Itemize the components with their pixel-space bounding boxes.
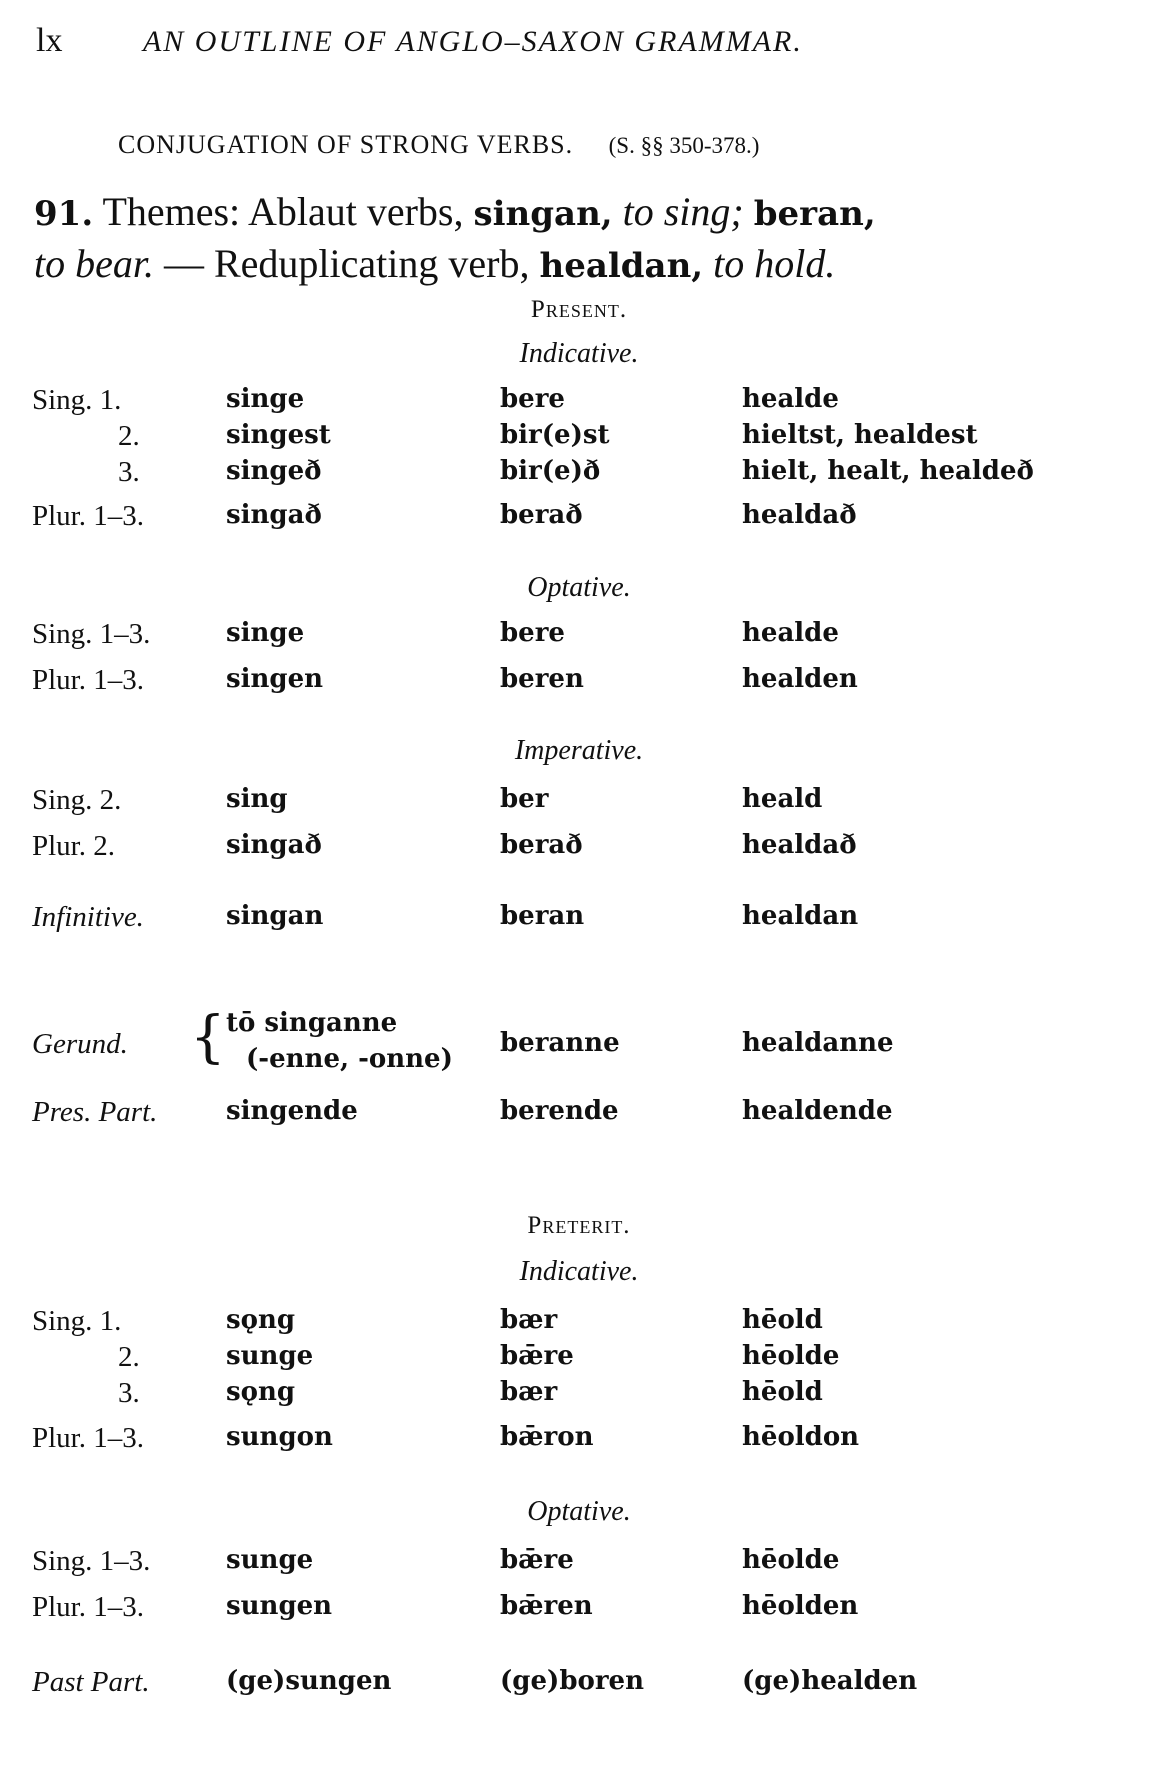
row-label: Sing. 1–3. — [32, 618, 151, 650]
row-label: Sing. 1. — [32, 384, 122, 416]
form-beran: bir(e)st — [500, 420, 610, 450]
form-healdan: heald — [742, 784, 823, 814]
present-indicative-heading: Indicative. — [519, 338, 639, 369]
verb-healdan: healdan, — [539, 246, 704, 286]
form-beran: ber — [500, 784, 549, 814]
form-healdan: hēold — [742, 1305, 823, 1335]
form-singan: sing — [226, 784, 288, 814]
form-healdan: healden — [742, 664, 858, 694]
preterit-optative-heading: Optative. — [527, 1496, 631, 1527]
verb-singan: singan, — [473, 194, 613, 234]
form-singan: sungen — [226, 1591, 333, 1621]
gloss-bear: to bear. — [34, 241, 154, 286]
form-beran: bere — [500, 384, 565, 414]
form-singan: tō singanne — [226, 1008, 398, 1038]
table-row — [0, 500, 1158, 536]
form-singan: sǫng — [226, 1377, 296, 1407]
form-beran: beran — [500, 901, 585, 931]
form-singan: singest — [226, 420, 331, 450]
form-beran: beren — [500, 664, 584, 694]
table-row — [0, 456, 1158, 492]
table-row — [0, 1591, 1158, 1627]
table-row — [0, 1377, 1158, 1413]
form-beran: bǣre — [500, 1341, 574, 1371]
form-healdan: healdanne — [742, 1028, 894, 1058]
form-singan: singan — [226, 901, 324, 931]
form-healdan: healde — [742, 618, 839, 648]
form-beran: berað — [500, 830, 583, 860]
form-singan: singað — [226, 830, 322, 860]
form-beran: berað — [500, 500, 583, 530]
form-singan: sunge — [226, 1545, 314, 1575]
form-singan-variant: (-enne, -onne) — [246, 1044, 453, 1074]
form-beran: bǣren — [500, 1591, 593, 1621]
present-imperative-heading: Imperative. — [514, 735, 644, 766]
row-label: Infinitive. — [32, 901, 144, 933]
form-singan: singe — [226, 618, 305, 648]
paragraph-line-2 — [34, 240, 1124, 287]
form-beran: bær — [500, 1377, 558, 1407]
table-row — [0, 618, 1158, 654]
form-beran: berende — [500, 1096, 619, 1126]
row-label: Sing. 1–3. — [32, 1545, 151, 1577]
table-row — [0, 1305, 1158, 1341]
form-healdan: hielt, healt, healdeð — [742, 456, 1034, 486]
form-singan: singen — [226, 664, 324, 694]
preterit-indicative-heading: Indicative. — [519, 1256, 639, 1287]
row-label: Pres. Part. — [32, 1096, 158, 1128]
table-row — [0, 1545, 1158, 1581]
form-singan: (ge)sungen — [226, 1666, 392, 1696]
running-header — [36, 22, 803, 60]
form-healdan: hēolden — [742, 1591, 859, 1621]
table-row — [0, 664, 1158, 700]
present-heading: Present. — [530, 296, 628, 323]
form-singan: singað — [226, 500, 322, 530]
form-singan: singeð — [226, 456, 322, 486]
table-row — [0, 784, 1158, 820]
form-healdan: hēoldon — [742, 1422, 860, 1452]
section-title — [118, 130, 759, 160]
form-singan: singe — [226, 384, 305, 414]
form-singan: singende — [226, 1096, 358, 1126]
table-row — [0, 830, 1158, 866]
row-label: Gerund. — [32, 1028, 128, 1060]
preterit-heading: Preterit. — [527, 1212, 631, 1239]
form-healdan: healdan — [742, 901, 859, 931]
row-label: Plur. 1–3. — [32, 1591, 144, 1623]
row-label: Plur. 1–3. — [32, 1422, 144, 1454]
row-label: Past Part. — [32, 1666, 150, 1698]
form-beran: beranne — [500, 1028, 620, 1058]
row-label: 3. — [118, 1377, 140, 1409]
paragraph-dash: — Reduplicating verb, — [164, 241, 530, 286]
form-beran: bere — [500, 618, 565, 648]
row-label: 3. — [118, 456, 140, 488]
table-row — [0, 1341, 1158, 1377]
paragraph-number: 91. — [34, 194, 94, 234]
form-beran: bir(e)ð — [500, 456, 601, 486]
form-healdan: hēolde — [742, 1545, 840, 1575]
row-label: Plur. 1–3. — [32, 500, 144, 532]
form-healdan: (ge)healden — [742, 1666, 918, 1696]
form-healdan: hieltst, healdest — [742, 420, 978, 450]
brace-symbol: { — [190, 1005, 226, 1070]
gloss-sing: to sing; — [622, 189, 744, 234]
form-beran: (ge)boren — [500, 1666, 644, 1696]
form-healdan: hēolde — [742, 1341, 840, 1371]
row-label: Sing. 1. — [32, 1305, 122, 1337]
table-row — [0, 1005, 1158, 1078]
paragraph-lead: Themes: Ablaut verbs, — [102, 189, 464, 234]
form-beran: bær — [500, 1305, 558, 1335]
table-row — [0, 384, 1158, 420]
form-healdan: healdende — [742, 1096, 893, 1126]
form-singan: sungon — [226, 1422, 333, 1452]
verb-beran: beran, — [753, 194, 876, 234]
form-beran: bǣre — [500, 1545, 574, 1575]
row-label: 2. — [118, 420, 140, 452]
paragraph-line-1 — [34, 188, 1124, 235]
gloss-hold: to hold. — [713, 241, 836, 286]
table-row — [0, 420, 1158, 456]
section-title-text: CONJUGATION OF STRONG VERBS. — [118, 130, 574, 159]
present-optative-heading: Optative. — [527, 572, 631, 603]
table-row — [0, 901, 1158, 937]
form-beran: bǣron — [500, 1422, 594, 1452]
running-title: AN OUTLINE OF ANGLO–SAXON GRAMMAR. — [142, 25, 803, 58]
form-healdan: healdað — [742, 830, 857, 860]
section-reference: (S. §§ 350-378.) — [608, 133, 760, 158]
table-row — [0, 1096, 1158, 1132]
table-row — [0, 1422, 1158, 1458]
form-healdan: hēold — [742, 1377, 823, 1407]
form-singan: sǫng — [226, 1305, 296, 1335]
form-healdan: healdað — [742, 500, 857, 530]
row-label: Plur. 2. — [32, 830, 115, 862]
row-label: 2. — [118, 1341, 140, 1373]
page-number: lx — [36, 22, 63, 59]
form-singan: sunge — [226, 1341, 314, 1371]
row-label: Sing. 2. — [32, 784, 122, 816]
form-healdan: healde — [742, 384, 839, 414]
row-label: Plur. 1–3. — [32, 664, 144, 696]
table-row — [0, 1666, 1158, 1702]
